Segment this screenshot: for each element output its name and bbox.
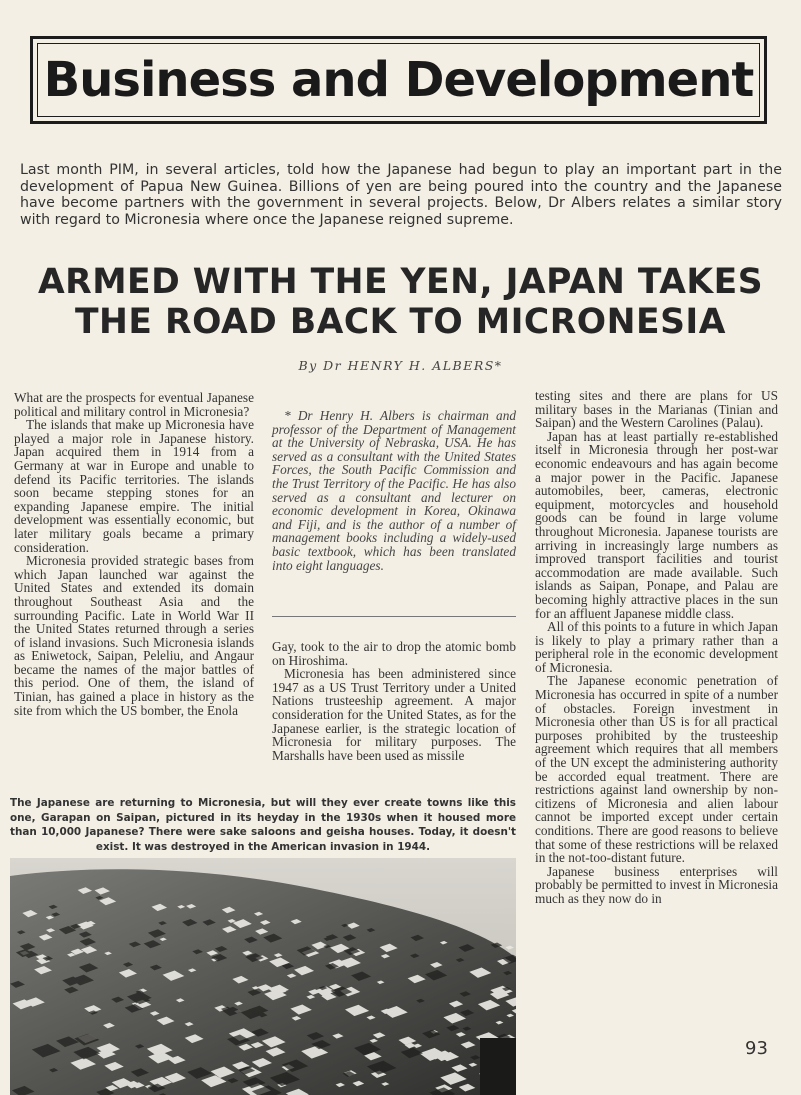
headline-line-1: ARMED WITH THE YEN, JAPAN TAKES [37, 262, 764, 302]
page-number: 93 [745, 1038, 768, 1059]
paragraph: The islands that make up Micronesia have played a major role in Japanese history. Japan acquired them in 1914 from a Germany at war in Europe and unable to defend its Pacific territories. The islands soon became stepping stones for an expanding Japanese empire. The initial development was essentially economic, but later military goals became a primary consideration. [14, 417, 254, 555]
section-title: Business and Development [43, 52, 754, 108]
garapan-town-photo [10, 858, 516, 1095]
paragraph: Japanese business enterprises will probably be permitted to invest in Micronesia much as they now do in [535, 863, 778, 906]
paragraph: Micronesia provided strategic bases from which Japan launched war against the United States and extended its domain throughout Southeast Asia and the surrounding Pacific. Late in World War II the United States returned through a series of island invasions. Such Micronesia islands as Eniwetock, Saipan, Peleliu, and Angaur became the names of the major battles of this period. One of them, the island of Tinian, has gained a place in history as the site from which the US bomber, the Enola [14, 553, 254, 718]
paragraph: Japan has at least partially re-established itself in Micronesia through her post-war economic endeavours and has again become a major power in the Pacific. Japanese automobiles, beer, cameras, electronic equipment, motorcycles and household goods can be found in large volume throughout Micronesia. Japanese tourists are arriving in increasingly large numbers as improved transport facilities and tourist accommodation are made available. Such islands as Saipan, Ponape, and Palau are becoming highly attractive places in the sun for an affluent Japanese middle class. [535, 428, 778, 621]
paragraph: All of this points to a future in which Japan is likely to play a primary rather than a peripheral role in the economic development of Micronesia. [535, 619, 778, 675]
photo-caption: The Japanese are returning to Micronesia, but will they ever create towns like this one, Garapan on Saipan, pictured in its heyday in the 1930s when it housed more than 10,000 Japanese? There were sake saloons and geisha houses. Today, it doesn't exist. It was destroyed in the American invasion in 1944. [10, 797, 516, 853]
article-column-3 [535, 389, 778, 906]
article-headline [0, 262, 801, 342]
intro-paragraph: Last month PIM, in several articles, told how the Japanese had begun to play an important part in the development of Papua New Guinea. Billions of yen are being poured into the country and the Japanese have become partners with the government in several projects. Below, Dr Albers relates a similar story with regard to Micronesia where once the Japanese reigned supreme. [20, 162, 782, 228]
divider [272, 616, 516, 617]
article-column-1 [14, 391, 254, 717]
paragraph: Micronesia has been administered since 1947 as a US Trust Territory under a United Nations trusteeship agreement. A major consideration for the United States, as for the Japanese earlier, is the strategic location of Micronesia for military purposes. The Marshalls have been used as missile [272, 666, 516, 763]
byline: By Dr HENRY H. ALBERS* [298, 358, 503, 373]
paragraph: What are the prospects for eventual Japanese political and military control in Micronesia? [14, 390, 254, 419]
headline-line-2: THE ROAD BACK TO MICRONESIA [75, 302, 726, 342]
section-banner [30, 36, 767, 124]
author-bio-note: * Dr Henry H. Albers is chairman and professor of the Department of Management at the University of Nebraska, USA. He has served as a consultant with the United States Forces, the South Pacific Commission and the Trust Territory of the Pacific. He has also served as a consultant and lecturer on economic development in Korea, Okinawa and Fiji, and is the author of a number of management books including a widely-used basic textbook, which has been translated into eight languages. [272, 408, 516, 573]
paragraph: Gay, took to the air to drop the atomic bomb on Hiroshima. [272, 639, 516, 668]
paragraph: testing sites and there are plans for US military bases in the Marianas (Tinian and Saipan) and the Western Carolines (Palau). [535, 388, 778, 431]
paragraph: The Japanese economic penetration of Micronesia has occurred in spite of a number of obstacles. Foreign investment in Micronesia other than US is for all practical purposes prohibited by the trusteeship agreement which requires that all members of the UN except the administering authority be accorded equal treatment. There are restrictions against land ownership by non-citizens of Micronesia and alien labour cannot be imported except under certain conditions. There are good reasons to believe that some of these restrictions will be relaxed in the not-too-distant future. [535, 673, 778, 866]
article-column-2 [272, 640, 516, 762]
